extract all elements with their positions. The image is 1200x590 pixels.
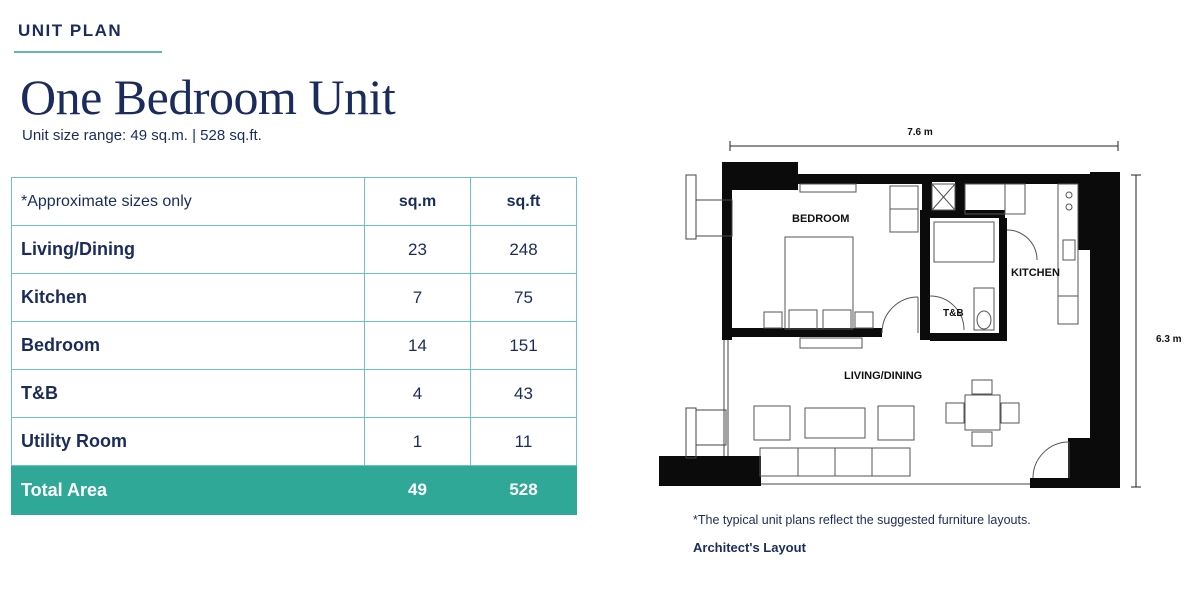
row-area: Living/Dining <box>12 226 365 274</box>
height-dimension-line <box>1131 175 1141 487</box>
room-label-kitchen: KITCHEN <box>1011 267 1060 279</box>
table-row <box>12 322 577 370</box>
eyebrow-label: UNIT PLAN <box>18 21 123 40</box>
table-row <box>12 274 577 322</box>
row-area: Utility Room <box>12 418 365 466</box>
header-sqft: sq.ft <box>471 178 577 226</box>
row-sqft: 75 <box>471 274 577 322</box>
furniture-footnote: *The typical unit plans reflect the suggested furniture layouts. <box>693 513 1031 527</box>
row-sqft: 43 <box>471 370 577 418</box>
room-label-bedroom: BEDROOM <box>792 213 850 225</box>
page-title: One Bedroom Unit <box>20 69 396 125</box>
row-sqft: 151 <box>471 322 577 370</box>
width-dimension-label: 7.6 m <box>907 127 933 138</box>
kitchen-door <box>1007 230 1037 260</box>
row-sqm: 14 <box>365 322 471 370</box>
eyebrow-divider <box>14 51 162 53</box>
entry-door <box>1033 442 1069 478</box>
sofa-set <box>754 338 914 476</box>
width-dimension-line <box>730 141 1118 151</box>
room-label-living: LIVING/DINING <box>844 370 923 382</box>
table-header-row <box>12 178 577 226</box>
row-sqft: 248 <box>471 226 577 274</box>
bedroom-door <box>882 297 918 333</box>
floor-plan <box>655 120 1195 500</box>
dining-set <box>946 380 1019 446</box>
row-area: Bedroom <box>12 322 365 370</box>
total-row <box>12 466 577 515</box>
row-sqm: 7 <box>365 274 471 322</box>
architect-layout-label: Architect's Layout <box>693 540 806 555</box>
room-label-tb: T&B <box>943 308 964 319</box>
kitchen-counter <box>1058 184 1078 324</box>
unit-size-range: Unit size range: 49 sq.m. | 528 sq.ft. <box>22 127 262 144</box>
height-dimension-label: 6.3 m <box>1156 334 1182 345</box>
total-label: Total Area <box>12 466 365 515</box>
area-table <box>11 177 577 515</box>
row-area: T&B <box>12 370 365 418</box>
header-note: *Approximate sizes only <box>12 178 365 226</box>
bed <box>764 237 873 329</box>
row-area: Kitchen <box>12 274 365 322</box>
table-row <box>12 370 577 418</box>
table-row <box>12 226 577 274</box>
row-sqm: 1 <box>365 418 471 466</box>
header-sqm: sq.m <box>365 178 471 226</box>
row-sqft: 11 <box>471 418 577 466</box>
row-sqm: 23 <box>365 226 471 274</box>
total-sqm: 49 <box>365 466 471 515</box>
table-row <box>12 418 577 466</box>
total-sqft: 528 <box>471 466 577 515</box>
utility-room <box>932 184 1025 214</box>
row-sqm: 4 <box>365 370 471 418</box>
